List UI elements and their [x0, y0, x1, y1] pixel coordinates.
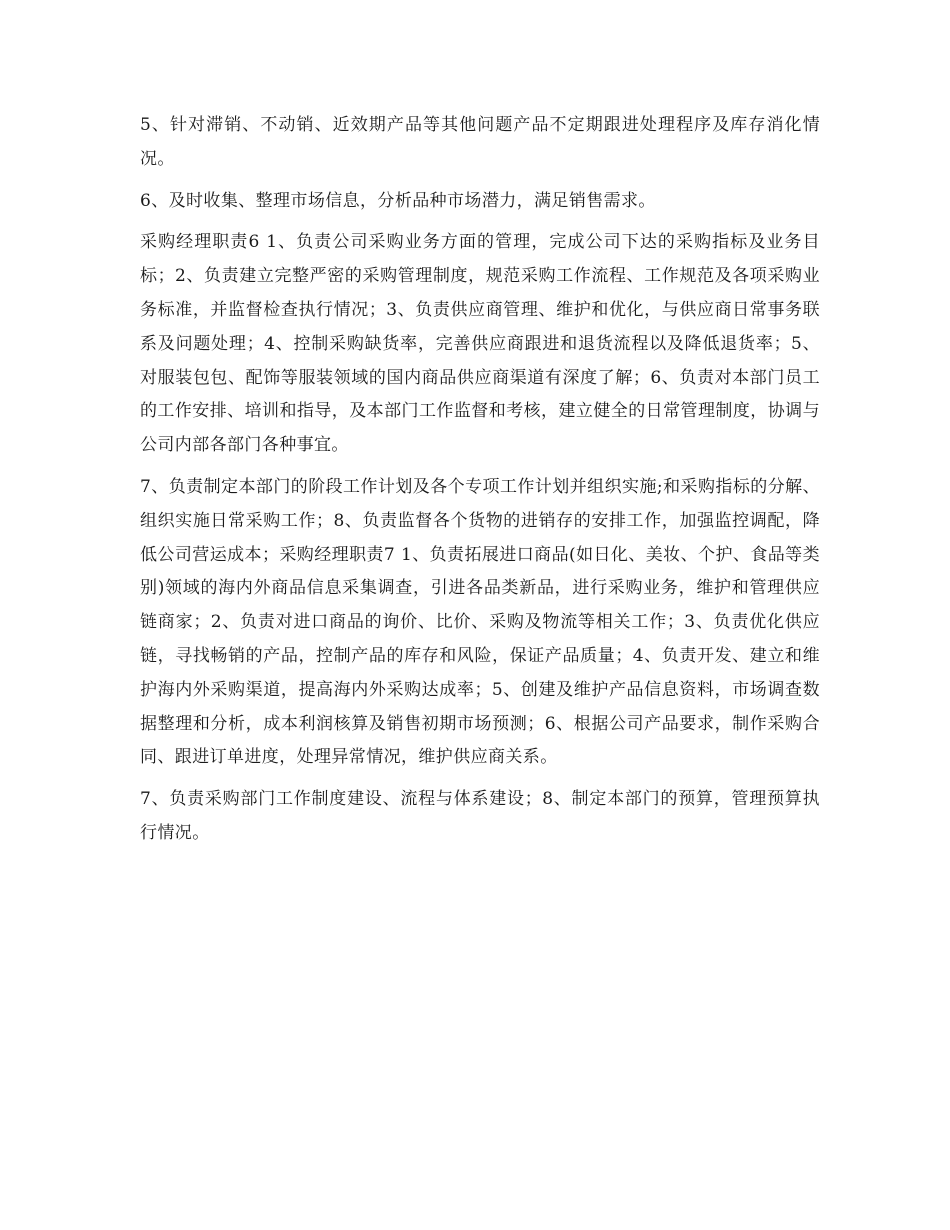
document-body: [140, 109, 820, 859]
paragraph-5: 7、负责采购部门工作制度建设、流程与体系建设；8、制定本部门的预算，管理预算执行情况。: [140, 789, 820, 843]
paragraph-2: 6、及时收集、整理市场信息，分析品种市场潜力，满足销售需求。: [140, 190, 656, 211]
paragraph-1: 5、针对滞销、不动销、近效期产品等其他问题产品不定期跟进处理程序及库存消化情况。: [140, 115, 820, 169]
paragraph-4: 7、负责制定本部门的阶段工作计划及各个专项工作计划并组织实施;和采购指标的分解、组织实施日常采购工作；8、负责监督各个货物的进销存的安排工作，加强监控调配，降低公司营运成本；采购经理职责7 1、负责拓展进口商品(如日化、美妆、个护、食品等类别)领域的海内外商品信息采集调查，引进各品类新品，进行采购业务，维护和管理供应链商家；2、负责对进口商品的询价、比价、采购及物流等相关工作；3、负责优化供应链，寻找畅销的产品，控制产品的库存和风险，保证产品质量；4、负责开发、建立和维护海内外采购渠道，提高海内外采购达成率；5、创建及维护产品信息资料，市场调查数据整理和分析，成本利润核算及销售初期市场预测；6、根据公司产品要求，制作采购合同、跟进订单进度，处理异常情况，维护供应商关系。: [140, 476, 820, 768]
paragraph-3: 采购经理职责6 1、负责公司采购业务方面的管理，完成公司下达的采购指标及业务目标；2、负责建立完整严密的采购管理制度，规范采购工作流程、工作规范及各项采购业务标准，并监督检查执行情况；3、负责供应商管理、维护和优化，与供应商日常事务联系及问题处理；4、控制采购缺货率，完善供应商跟进和退货流程以及降低退货率；5、对服装包包、配饰等服装领域的国内商品供应商渠道有深度了解；6、负责对本部门员工的工作安排、培训和指导，及本部门工作监督和考核，建立健全的日常管理制度，协调与公司内部各部门各种事宜。: [140, 232, 820, 456]
